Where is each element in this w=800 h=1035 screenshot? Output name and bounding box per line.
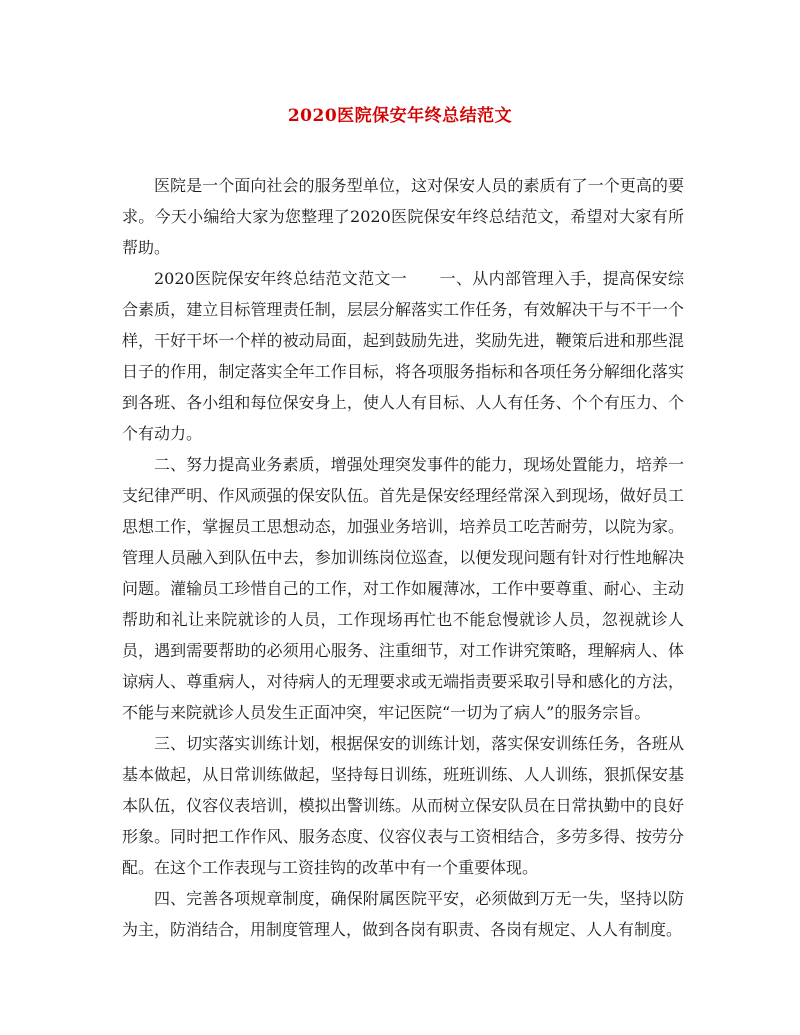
paragraph-section-one: 2020医院保安年终总结范文范文一 一、从内部管理入手，提高保安综合素质，建立目标管理责任制，层层分解落实工作任务，有效解决干与不干一个样，干好干坏一个样的被动局面，起到鼓励先进，奖励先进，鞭策后进和那些混日子的作用，制定落实全年工作目标，将各项服务指标和各项任务分解细化落实到各班、各小组和每位保安身上，使人人有目标、人人有任务、个个有压力、个个有动力。 <box>122 269 684 443</box>
paragraph-section-four: 四、完善各项规章制度，确保附属医院平安，必须做到万无一失，坚持以防为主，防消结合，用制度管理人，做到各岗有职责、各岗有规定、人人有制度。 <box>122 889 684 939</box>
page-title: 2020医院保安年终总结范文 <box>287 106 513 126</box>
paragraph-section-three: 三、切实落实训练计划，根据保安的训练计划，落实保安训练任务，各班从基本做起，从日常训练做起，坚持每日训练，班班训练、人人训练，狠抓保安基本队伍，仪容仪表培训，模拟出警训练。从而树立保安队员在日常执勤中的良好形象。同时把工作作风、服务态度、仪容仪表与工资相结合，多劳多得、按劳分配。在这个工作表现与工资挂钩的改革中有一个重要体现。 <box>122 734 684 877</box>
paragraph-intro: 医院是一个面向社会的服务型单位，这对保安人员的素质有了一个更高的要求。今天小编给大家为您整理了2020医院保安年终总结范文，希望对大家有所帮助。 <box>122 176 684 257</box>
document-body <box>122 170 684 945</box>
paragraph-section-two: 二、努力提高业务素质，增强处理突发事件的能力，现场处置能力，培养一支纪律严明、作风顽强的保安队伍。首先是保安经理经常深入到现场，做好员工思想工作，掌握员工思想动态，加强业务培训，培养员工吃苦耐劳，以院为家。管理人员融入到队伍中去，参加训练岗位巡查，以便发现问题有针对行性地解决问题。灌输员工珍惜自己的工作，对工作如履薄冰，工作中要尊重、耐心、主动帮助和礼让来院就诊的人员，工作现场再忙也不能怠慢就诊人员，忽视就诊人员，遇到需要帮助的必须用心服务、注重细节，对工作讲究策略，理解病人、体谅病人、尊重病人，对待病人的无理要求或无端指责要采取引导和感化的方法，不能与来院就诊人员发生正面冲突，牢记医院“一切为了病人”的服务宗旨。 <box>122 455 684 722</box>
